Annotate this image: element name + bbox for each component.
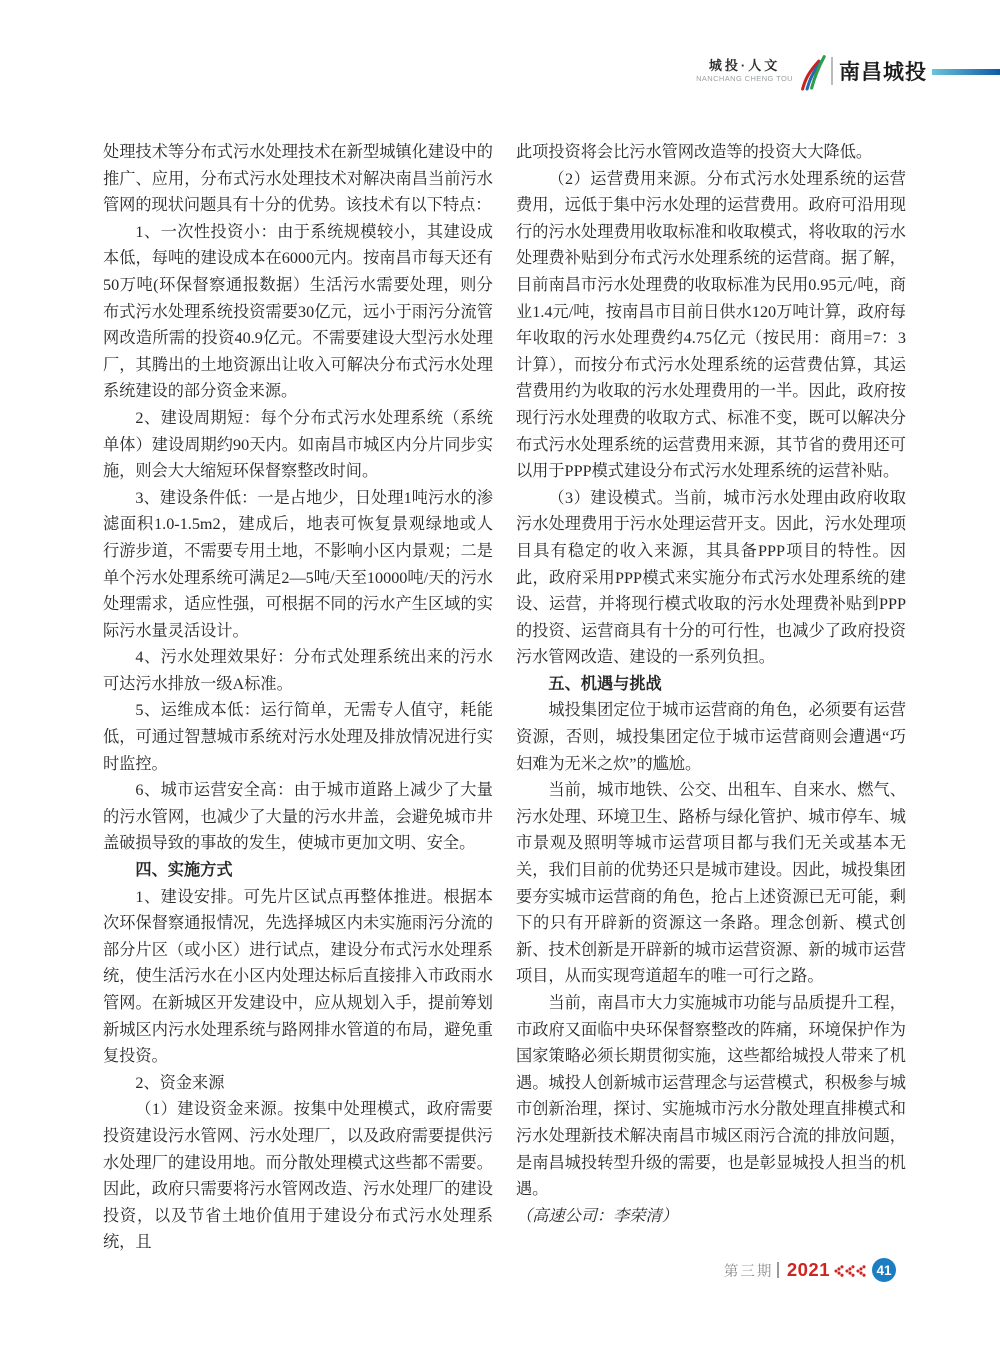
triple-left-chevrons-icon [833, 1265, 867, 1277]
brand-subtitle: NANCHANG CHENG TOU [696, 74, 793, 83]
paragraph: 6、城市运营安全高：由于城市道路上减少了大量的污水管网，也减少了大量的污水井盖，会避免城市井盖破损导致的事故的发生，使城市更加文明、安全。 [103, 781, 493, 853]
paragraph: （1）建设资金来源。按集中处理模式，政府需要投资建设污水管网、污水处理厂，以及政府需要提供污水处理厂的建设用地。而分散处理模式这些都不需要。因此，政府只需要将污水管网改造、污水处理厂的建设投资，以及节省土地价值用于建设分布式污水处理系统，且 [103, 1100, 493, 1252]
masthead-title: 南昌城投 [839, 61, 927, 84]
issue-label: 第三期 [723, 1263, 774, 1280]
header-rule [932, 69, 1000, 75]
section-heading: 五、机遇与挑战 [548, 674, 662, 693]
article-body [103, 139, 906, 1256]
paragraph: 5、运维成本低：运行简单，无需专人值守，耗能低，可通过智慧城市系统对污水处理及排放情况进行实时监控。 [103, 701, 493, 773]
right-column [516, 139, 906, 1256]
paragraph: 当前，城市地铁、公交、出租车、自来水、燃气、污水处理、环境卫生、路桥与绿化管护、城市停车、城市景观及照明等城市运营项目都与我们无关或基本无关，我们目前的优势还只是城市建设。因此，城投集团要夯实城市运营商的角色，抢占上述资源已无可能，剩下的只有开辟新的资源这一条路。理念创新、模式创新、技术创新是开辟新的城市运营资源、新的城市运营项目，从而实现弯道超车的唯一可行之路。 [516, 781, 906, 986]
paragraph: （2）运营费用来源。分布式污水处理系统的运营费用，远低于集中污水处理的运营费用。政府可沿用现行的污水处理费用收取标准和收取模式，将收取的污水处理费补贴到分布式污水处理系统的运营商。据了解，目前南昌市污水处理费的收取标准为民用0.95元/吨，商业1.4元/吨，按南昌市目前日供水120万吨计算，政府每年收取的污水处理费约4.75亿元（按民用：商用=7：3计算），而按分布式污水处理系统的运营费估算，其运营费用约为收取的污水处理费用的一半。因此，政府按现行污水处理费的收取方式、标准不变，既可以解决分布式污水处理系统的运营费用来源，其节省的费用还可以用于PPP模式建设分布式污水处理系统的运营补贴。 [516, 169, 906, 481]
brand-block [696, 59, 793, 83]
page-number-badge: 41 [872, 1258, 896, 1282]
paragraph: 处理技术等分布式污水处理技术在新型城镇化建设中的推广、应用，分布式污水处理技术对解决南昌当前污水管网的现状问题具有十分的优势。该技术有以下特点： [103, 143, 493, 215]
author-signature: （高速公司：李荣清） [516, 1206, 678, 1225]
swoosh-logo-icon [799, 50, 826, 92]
brand-title: 城投·人文 [708, 58, 781, 73]
paragraph: 此项投资将会比污水管网改造等的投资大大降低。 [516, 143, 873, 161]
paragraph: 4、污水处理效果好：分布式处理系统出来的污水可达污水排放一级A标准。 [103, 648, 493, 693]
left-column [103, 139, 493, 1256]
year-label: 2021 [786, 1259, 830, 1280]
paragraph: 城投集团定位于城市运营商的角色，必须要有运营资源，否则，城投集团定位于城市运营商则会遭遇“巧妇难为无米之炊”的尴尬。 [516, 701, 906, 773]
footer-divider [777, 1262, 779, 1278]
paragraph: 3、建设条件低：一是占地少，日处理1吨污水的渗滤面积1.0-1.5m2，建成后，地表可恢复景观绿地或人行游步道，不需要专用土地，不影响小区内景观；二是单个污水处理系统可满足2—5吨/天至10000吨/天的污水处理需求，适应性强，可根据不同的污水产生区域的实际污水量灵活设计。 [103, 488, 493, 640]
paragraph: 当前，南昌市大力实施城市功能与品质提升工程，市政府又面临中央环保督察整改的阵痛，环境保护作为国家策略必须长期贯彻实施，这些都给城投人带来了机遇。城投人创新城市运营理念与运营模式，积极参与城市创新治理，探讨、实施城市污水分散处理直排模式和污水处理新技术解决南昌市城区雨污合流的排放问题，是南昌城投转型升级的需要，也是彰显城投人担当的机遇。 [516, 994, 906, 1199]
paragraph: 1、一次性投资小：由于系统规模较小，其建设成本低，每吨的建设成本在6000元内。按南昌市每天还有50万吨(环保督察通报数据）生活污水需要处理，则分布式污水处理系统投资需要30亿元，远小于雨污分流管网改造所需的投资40.9亿元。不需要建设大型污水处理厂，其腾出的土地资源出让收入可解决分布式污水处理系统建设的部分资金来源。 [103, 222, 493, 401]
page-header [0, 48, 1000, 94]
paragraph: 2、资金来源 [135, 1073, 225, 1092]
paragraph: 1、建设安排。可先片区试点再整体推进。根据本次环保督察通报情况，先选择城区内未实施雨污分流的部分片区（或小区）进行试点，建设分布式污水处理系统，使生活污水在小区内处理达标后直接排入市政雨水管网。在新城区开发建设中，应从规划入手，提前筹划新城区内污水处理系统与路网排水管道的布局，避免重复投资。 [103, 887, 493, 1066]
page-footer [724, 1257, 896, 1283]
header-divider [831, 57, 833, 85]
paragraph: （3）建设模式。当前，城市污水处理由政府收取污水处理费用于污水处理运营开支。因此，污水处理项目具有稳定的收入来源，其具备PPP项目的特性。因此，政府采用PPP模式来实施分布式污水处理系统的建设、运营，并将现行模式收取的污水处理费补贴到PPP的投资、运营商具有十分的可行性，也减少了政府投资污水管网改造、建设的一系列负担。 [516, 488, 906, 667]
paragraph: 2、建设周期短：每个分布式污水处理系统（系统单体）建设周期约90天内。如南昌市城区内分片同步实施，则会大大缩短环保督察整改时间。 [103, 408, 493, 481]
section-heading: 四、实施方式 [135, 861, 233, 880]
